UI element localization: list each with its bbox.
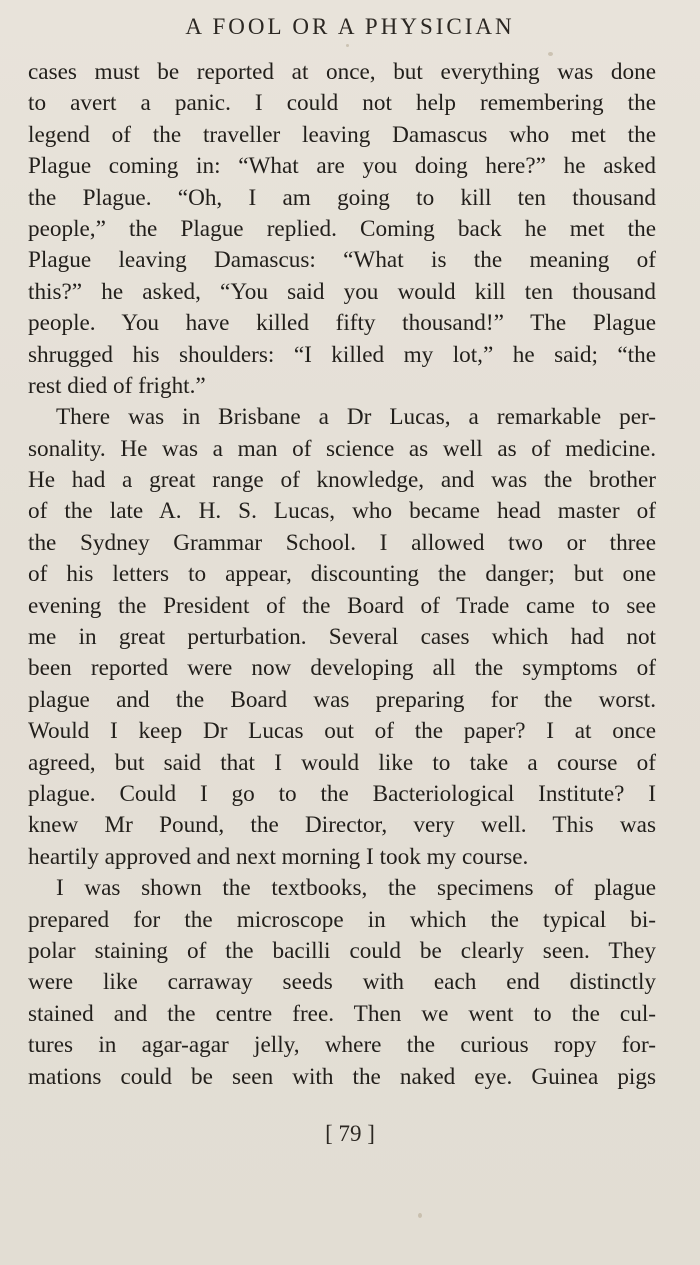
text-line: plague and the Board was preparing for the worst. [28, 686, 656, 713]
text-line: people,” the Plague replied. Coming back he met the [28, 215, 656, 242]
text-line: me in great perturbation. Several cases which had not [28, 624, 656, 651]
text-line: mations could be seen with the naked eye. Guinea pigs [28, 1063, 656, 1090]
text-line: people. You have killed fifty thousand!” The Plague [28, 310, 656, 337]
text-line: the Sydney Grammar School. I allowed two or three [28, 529, 656, 556]
text-line: cases must be reported at once, but everything was done [28, 59, 656, 85]
text-line: of the late A. H. S. Lucas, who became head master of [28, 498, 656, 525]
page-number: [ 79 ] [325, 1121, 375, 1146]
text-line: He had a great range of knowledge, and was the brother [28, 467, 656, 494]
text-line: of his letters to appear, discounting the danger; but one [28, 561, 656, 588]
text-line: There was in Brisbane a Dr Lucas, a remarkable per- [56, 404, 656, 431]
text-line: heartily approved and next morning I took my course. [28, 843, 529, 870]
text-line: been reported were now developing all the symptoms of [28, 655, 656, 682]
paper-speck [346, 44, 349, 47]
body-text [28, 57, 656, 1093]
text-line: stained and the centre free. Then we went to the cul- [28, 1000, 656, 1027]
text-line: knew Mr Pound, the Director, very well. This was [28, 812, 656, 839]
text-line: the Plague. “Oh, I am going to kill ten thousand [28, 184, 656, 211]
text-line: Plague leaving Damascus: “What is the meaning of [28, 247, 656, 274]
text-line: to avert a panic. I could not help remembering the [28, 90, 656, 117]
text-line: agreed, but said that I would like to take a course of [28, 749, 656, 776]
text-line: legend of the traveller leaving Damascus who met the [28, 121, 656, 148]
text-line: evening the President of the Board of Trade came to see [28, 592, 656, 619]
text-line: Plague coming in: “What are you doing here?” he asked [28, 153, 656, 180]
text-line: sonality. He was a man of science as well as of medicine. [28, 435, 656, 462]
text-line: rest died of fright.” [28, 372, 206, 399]
text-line: plague. Could I go to the Bacteriological Institute? I [28, 780, 656, 807]
text-line: tures in agar-agar jelly, where the curious ropy for- [28, 1032, 656, 1059]
text-line: Would I keep Dr Lucas out of the paper? I at once [28, 718, 656, 745]
text-line: I was shown the textbooks, the specimens of plague [56, 875, 656, 902]
text-line: shrugged his shoulders: “I killed my lot,” he said; “the [28, 341, 656, 368]
paper-speck [418, 1213, 422, 1218]
text-line: this?” he asked, “You said you would kill ten thousand [28, 278, 656, 305]
text-line: were like carraway seeds with each end distinctly [28, 969, 656, 996]
running-head: A FOOL OR A PHYSICIAN [185, 14, 515, 39]
text-line: prepared for the microscope in which the typical bi- [28, 906, 656, 933]
paper-speck [548, 52, 553, 56]
text-line: polar staining of the bacilli could be clearly seen. They [28, 937, 656, 964]
